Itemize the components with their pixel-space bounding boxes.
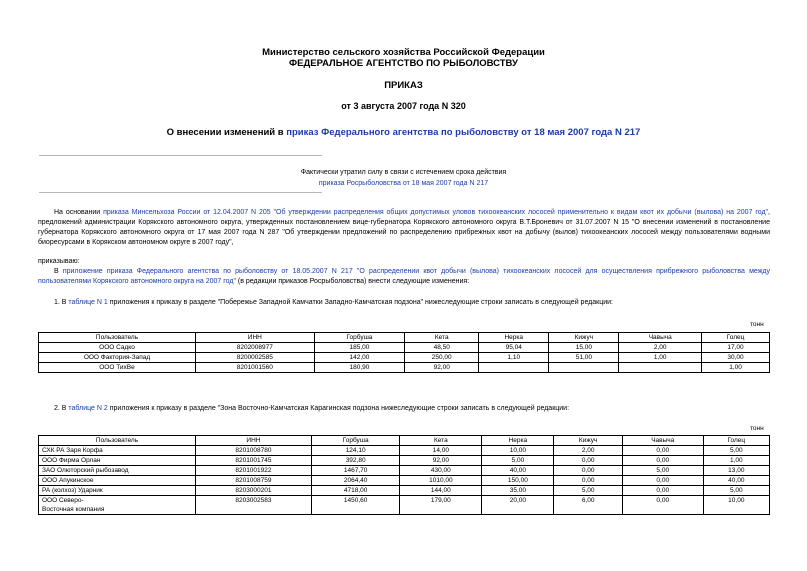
table-cell: 142,00	[314, 353, 405, 363]
table2-header-cell: Пользователь	[39, 436, 196, 446]
table-cell: 2,00	[554, 446, 622, 456]
table-cell: 20,00	[482, 496, 554, 506]
table-cell: 14,00	[400, 446, 482, 456]
table-cell: 8200002585	[196, 353, 315, 363]
table-cell: ООО Фирма Орлан	[39, 456, 196, 466]
appendix-link[interactable]: приложение приказа Федерального агентства по рыболовству от 18.05.2007 N 217 "О распределении квот добычи (вылова) тихоокеанских лососей для осуществления прибрежного рыболовства между пользователями Корякского автономного округа на 2007 год"	[38, 268, 771, 285]
table-cell: 124,10	[311, 446, 400, 456]
table1-header-row	[39, 333, 770, 343]
table-cell	[703, 505, 769, 515]
doc-title	[0, 127, 807, 138]
table-cell	[554, 505, 622, 515]
table-cell: 5,00	[703, 446, 769, 456]
item2-text	[54, 404, 569, 414]
doc-title-prefix: О внесении изменений в	[166, 127, 287, 138]
table-cell: 13,00	[703, 466, 769, 476]
table-cell	[400, 505, 482, 515]
table-cell: СХК РА Заря Корфа	[39, 446, 196, 456]
table-cell: ООО Северо-	[39, 496, 196, 506]
table-cell: 392,80	[311, 456, 400, 466]
table-cell	[549, 363, 619, 373]
table-cell: 144,00	[400, 486, 482, 496]
item2-post: приложения к приказу в разделе "Зона Восточно-Камчатская Карагинская подзона нижеследующие строки записать в следующей редакции:	[107, 405, 570, 412]
table-cell: 6,00	[554, 496, 622, 506]
table-cell: 1010,00	[400, 476, 482, 486]
table-cell: 17,00	[702, 343, 770, 353]
status-note-link-wrap	[0, 178, 807, 189]
table-cell: 51,00	[549, 353, 619, 363]
status-note-line1: Фактически утратил силу в связи с истечением срока действия	[300, 169, 507, 176]
table-cell: 430,00	[400, 466, 482, 476]
table-cell: 8201001560	[196, 363, 315, 373]
table2-link[interactable]: таблице N 2	[68, 405, 108, 412]
table-cell: 15,00	[549, 343, 619, 353]
amendment-text-b: (в редакции приказов Росрыболовства) внести следующие изменения:	[235, 278, 470, 285]
table-cell: 8203000201	[196, 486, 312, 496]
table-cell: 0,00	[554, 456, 622, 466]
table-row	[39, 466, 770, 476]
table2-header-cell: Кижуч	[554, 436, 622, 446]
table-cell: 8202008977	[196, 343, 315, 353]
table-cell: 95,04	[479, 343, 549, 353]
table2-header-row	[39, 436, 770, 446]
table-cell: 1,00	[702, 363, 770, 373]
table-row	[39, 476, 770, 486]
table-cell	[482, 505, 554, 515]
table-row	[39, 486, 770, 496]
table-cell: 1,00	[619, 353, 702, 363]
table-cell: 35,00	[482, 486, 554, 496]
table-cell: 92,00	[405, 363, 479, 373]
status-note-link[interactable]: приказа Росрыболовства от 18 мая 2007 года N 217	[318, 180, 489, 187]
table-row	[39, 343, 770, 353]
table-cell: ООО Апукинское	[39, 476, 196, 486]
table-cell: 5,00	[703, 486, 769, 496]
table2-header-cell: Горбуша	[311, 436, 400, 446]
doc-type: ПРИКАЗ	[384, 80, 423, 91]
table-cell: 30,00	[702, 353, 770, 363]
preamble-text-a: На основании	[54, 209, 104, 216]
divider-top	[39, 155, 322, 156]
table-cell: ЗАО Олюторский рыбозавод	[39, 466, 196, 476]
table-cell: 0,00	[622, 486, 703, 496]
table-row	[39, 446, 770, 456]
table1	[38, 332, 770, 373]
table1-header-cell: Кета	[405, 333, 479, 343]
table-cell: 8201001745	[196, 456, 312, 466]
table-cell: Восточная компания	[39, 505, 196, 515]
table-cell: 0,00	[622, 446, 703, 456]
table-cell: 2,00	[619, 343, 702, 353]
preamble-paragraph	[38, 208, 770, 248]
table-cell: 92,00	[400, 456, 482, 466]
table-cell: 1,10	[479, 353, 549, 363]
table-cell: 10,00	[703, 496, 769, 506]
amendment-text-a: В	[54, 268, 63, 275]
table-cell: 8201008759	[196, 476, 312, 486]
table-cell: 0,00	[622, 496, 703, 506]
table2-header-cell: ИНН	[196, 436, 312, 446]
preamble-text-b: , предложений администрации Корякского автономного округа, утвержденных постановлением вице-губернатора Корякского автономного округа В.Т.Броневич от 31.07.2007 N 15 "О внесении изменений в постановление губернатора Корякского автономного округа от 17 мая 2007 года N 287 "Об утверждении предложений по распределению прибрежных квот на добычу (вылов) тихоокеанских лососей между пользователями водными биоресурсами в Корякском автономном округе в 2007 году",	[38, 209, 770, 246]
table-cell: 48,50	[405, 343, 479, 353]
table1-link[interactable]: таблице N 1	[68, 299, 108, 306]
table2-header-cell: Кета	[400, 436, 482, 446]
table1-header-cell: Голец	[702, 333, 770, 343]
table-cell: 40,00	[482, 466, 554, 476]
table1-header-cell: ИНН	[196, 333, 315, 343]
table-cell: 8201008780	[196, 446, 312, 456]
table1-header-cell: Кижуч	[549, 333, 619, 343]
table-cell: ООО Фактория-Запад	[39, 353, 196, 363]
table-cell: РА (колхоз) Ударник	[39, 486, 196, 496]
table1-unit: тонн	[750, 321, 764, 328]
table-cell	[622, 505, 703, 515]
table-cell: 150,00	[482, 476, 554, 486]
table-cell: 1,00	[703, 456, 769, 466]
table-cell: 179,00	[400, 496, 482, 506]
table2-unit: тонн	[750, 425, 764, 432]
table1-header-cell: Нерка	[479, 333, 549, 343]
table-cell: 5,00	[622, 466, 703, 476]
table-cell: 8201001922	[196, 466, 312, 476]
table-cell: 5,00	[554, 486, 622, 496]
table-row	[39, 496, 770, 506]
ministry-name: Министерство сельского хозяйства Российской Федерации	[262, 47, 545, 58]
table2-header-cell: Чавыча	[622, 436, 703, 446]
table-cell: 8203002583	[196, 496, 312, 506]
agency-name: ФЕДЕРАЛЬНОЕ АГЕНТСТВО ПО РЫБОЛОВСТВУ	[289, 58, 518, 69]
table-row	[39, 353, 770, 363]
table-cell: 250,00	[405, 353, 479, 363]
table-cell	[196, 505, 312, 515]
table-row	[39, 505, 770, 515]
table-cell: 0,00	[554, 466, 622, 476]
doc-date-number: от 3 августа 2007 года N 320	[341, 101, 466, 111]
table-cell: 180,90	[314, 363, 405, 373]
table-cell: 185,00	[314, 343, 405, 353]
item1-pre: 1. В	[54, 299, 69, 306]
table1-header-cell: Чавыча	[619, 333, 702, 343]
item1-text	[54, 298, 613, 308]
minselkhoz-order-link[interactable]: приказа Минсельхоза России от 12.04.2007 N 205 "Об утверждении распределения общих допустимых уловов тихоокеанских лососей применительно к видам квот их добычи (вылова) на 2007 год"	[103, 209, 769, 216]
table-cell: 5,00	[482, 456, 554, 466]
table-cell: 1467,70	[311, 466, 400, 476]
order-word: приказываю:	[38, 258, 80, 265]
table-cell: ООО ТихВе	[39, 363, 196, 373]
table-cell: 40,00	[703, 476, 769, 486]
table-cell	[479, 363, 549, 373]
table-cell	[619, 363, 702, 373]
table-cell: 10,00	[482, 446, 554, 456]
table-cell	[311, 505, 400, 515]
item2-pre: 2. В	[54, 405, 69, 412]
table2-header-cell: Нерка	[482, 436, 554, 446]
divider-bottom	[39, 192, 322, 193]
table-cell: ООО Садко	[39, 343, 196, 353]
table2	[38, 435, 770, 515]
table-cell: 0,00	[554, 476, 622, 486]
table1-header-cell: Горбуша	[314, 333, 405, 343]
table-cell: 2064,40	[311, 476, 400, 486]
table-row	[39, 456, 770, 466]
table-cell: 4718,00	[311, 486, 400, 496]
table-cell: 0,00	[622, 476, 703, 486]
amended-order-link[interactable]: приказ Федерального агентства по рыболовству от 18 мая 2007 года N 217	[286, 127, 641, 138]
table-cell: 0,00	[622, 456, 703, 466]
table2-header-cell: Голец	[703, 436, 769, 446]
table1-header-cell: Пользователь	[39, 333, 196, 343]
table-row	[39, 363, 770, 373]
amendment-paragraph	[38, 267, 770, 287]
item1-post: приложения к приказу в разделе "Побережье Западной Камчатки Западно-Камчатская подзона" нижеследующие строки записать в следующей редакции:	[107, 299, 614, 306]
table-cell: 1450,60	[311, 496, 400, 506]
